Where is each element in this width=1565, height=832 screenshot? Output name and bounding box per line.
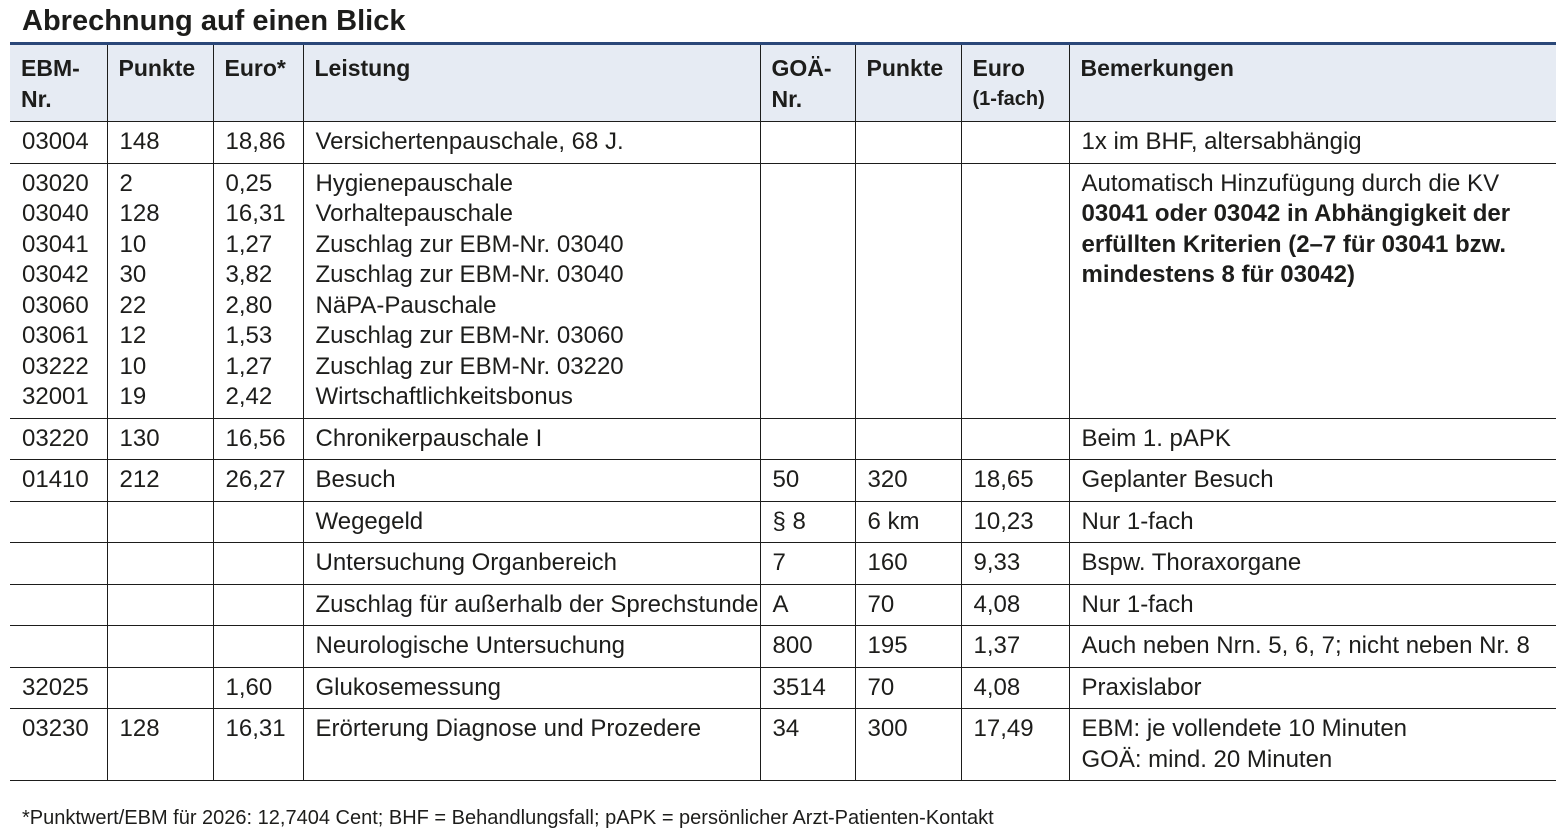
cell-euro-line: 1,27 — [225, 352, 273, 380]
cell-leistung-line: Besuch — [315, 466, 396, 493]
cell-bemerkungen-line: Beim 1. pAPK — [1081, 424, 1231, 452]
cell-bemerkungen — [1069, 626, 1556, 668]
cell-goa-euro-value: 1,37 — [973, 632, 1021, 659]
cell-punkte-line: 130 — [119, 424, 160, 452]
cell-euro-line: 1,53 — [225, 322, 273, 349]
header-goa-nr-line2: Nr. — [771, 86, 803, 112]
cell-goa-nr — [760, 584, 855, 626]
cell-goa-euro — [961, 418, 1069, 460]
cell-bemerkungen-text: Automatisch Hinzufügung durch die KV — [1081, 169, 1500, 197]
cell-goa-punkte — [855, 709, 961, 781]
cell-euro — [213, 163, 303, 418]
cell-punkte-line: 128 — [119, 200, 160, 227]
cell-bemerkungen-line: 1x im BHF, altersabhängig — [1081, 128, 1362, 155]
cell-punkte-line: 30 — [119, 261, 147, 288]
table-row — [10, 709, 1556, 781]
header-goa-euro — [961, 44, 1069, 122]
cell-goa-nr-value: A — [772, 590, 789, 618]
cell-leistung — [303, 163, 760, 418]
header-punkte: Punkte — [107, 44, 213, 122]
cell-goa-euro-value: 10,23 — [973, 507, 1034, 535]
cell-goa-euro-value: 9,33 — [973, 549, 1021, 576]
cell-ebm-nr-line: 01410 — [22, 466, 89, 493]
cell-ebm-nr — [10, 709, 107, 781]
table-row — [10, 501, 1556, 543]
cell-leistung-line: Wegegeld — [315, 507, 424, 535]
cell-ebm-nr — [10, 501, 107, 543]
cell-euro-line: 1,60 — [225, 673, 273, 701]
cell-bemerkungen — [1069, 501, 1556, 543]
cell-leistung-line: Zuschlag zur EBM-Nr. 03040 — [315, 261, 624, 288]
cell-ebm-nr-line — [22, 507, 97, 538]
header-goa-euro-line1: Euro — [972, 55, 1025, 81]
header-ebm-nr — [10, 44, 107, 122]
cell-euro-line: 2,42 — [225, 383, 273, 410]
table-body — [10, 122, 1556, 781]
cell-euro-line — [226, 507, 293, 538]
cell-ebm-nr — [10, 460, 107, 502]
cell-ebm-nr-line: 03041 — [22, 230, 89, 258]
cell-goa-nr-value: 34 — [772, 715, 800, 742]
cell-bemerkungen-line: Nur 1-fach — [1081, 507, 1194, 535]
header-goa-punkte: Punkte — [855, 44, 961, 122]
cell-punkte-line: 19 — [119, 383, 147, 410]
cell-goa-punkte — [855, 501, 961, 543]
cell-goa-euro — [961, 667, 1069, 709]
header-goa-euro-line2: (1-fach) — [972, 88, 1045, 110]
cell-leistung-line: Zuschlag zur EBM-Nr. 03060 — [315, 322, 624, 349]
cell-goa-nr — [760, 122, 855, 164]
cell-ebm-nr-line: 03020 — [22, 169, 89, 197]
cell-bemerkungen-line: Geplanter Besuch — [1081, 466, 1274, 493]
table-row — [10, 460, 1556, 502]
header-bemerkungen: Bemerkungen — [1069, 44, 1556, 122]
cell-goa-euro-value: 4,08 — [973, 590, 1021, 618]
cell-euro-line: 18,86 — [225, 128, 286, 155]
cell-goa-punkte — [855, 667, 961, 709]
cell-euro-line — [226, 590, 293, 621]
cell-leistung-line: Vorhaltepauschale — [315, 200, 513, 227]
cell-goa-punkte — [855, 122, 961, 164]
cell-ebm-nr — [10, 667, 107, 709]
cell-punkte — [107, 460, 213, 502]
cell-goa-punkte-value: 320 — [867, 466, 908, 493]
header-row — [10, 44, 1556, 122]
cell-euro-line — [226, 548, 293, 579]
header-ebm-nr-line1: EBM- — [21, 55, 80, 81]
cell-goa-nr — [760, 163, 855, 418]
cell-goa-euro — [961, 460, 1069, 502]
cell-goa-punkte — [855, 163, 961, 418]
cell-goa-euro — [961, 709, 1069, 781]
cell-punkte — [107, 543, 213, 585]
cell-punkte — [107, 122, 213, 164]
cell-goa-euro-value: 18,65 — [973, 466, 1034, 493]
cell-leistung — [303, 418, 760, 460]
cell-bemerkungen-line: EBM: je vollendete 10 Minuten — [1081, 715, 1408, 742]
cell-goa-punkte-value: 300 — [867, 715, 908, 742]
cell-euro — [213, 501, 303, 543]
cell-euro-line: 0,25 — [225, 169, 273, 197]
cell-punkte-line: 128 — [119, 715, 160, 742]
cell-ebm-nr-line — [22, 590, 97, 621]
cell-leistung-line: Zuschlag zur EBM-Nr. 03040 — [315, 230, 624, 258]
cell-punkte — [107, 709, 213, 781]
cell-ebm-nr-line: 32001 — [22, 383, 89, 410]
page-title: Abrechnung auf einen Blick — [22, 5, 406, 37]
cell-leistung-line: NäPA-Pauschale — [315, 291, 497, 319]
cell-euro-line — [226, 631, 293, 662]
cell-punkte-line — [120, 507, 203, 538]
cell-goa-punkte — [855, 543, 961, 585]
cell-leistung — [303, 543, 760, 585]
table-row — [10, 667, 1556, 709]
cell-punkte-line — [120, 548, 203, 579]
table-row — [10, 163, 1556, 418]
cell-goa-nr-value: 7 — [772, 549, 786, 576]
cell-goa-euro — [961, 543, 1069, 585]
cell-ebm-nr-line — [22, 631, 97, 662]
cell-bemerkungen-line: Praxislabor — [1081, 673, 1202, 701]
cell-goa-nr — [760, 667, 855, 709]
cell-bemerkungen-line: Auch neben Nrn. 5, 6, 7; nicht neben Nr. 8 — [1081, 632, 1530, 659]
header-goa-nr — [760, 44, 855, 122]
header-leistung: Leistung — [303, 44, 760, 122]
cell-goa-nr-value: 50 — [772, 466, 800, 493]
cell-leistung — [303, 460, 760, 502]
cell-euro-line: 16,56 — [225, 424, 286, 452]
cell-bemerkungen — [1069, 667, 1556, 709]
cell-ebm-nr — [10, 418, 107, 460]
cell-punkte — [107, 626, 213, 668]
cell-punkte-line: 212 — [119, 466, 160, 493]
cell-goa-nr — [760, 418, 855, 460]
cell-goa-nr-value: 800 — [772, 632, 813, 659]
cell-euro-line: 26,27 — [225, 466, 286, 493]
cell-punkte — [107, 163, 213, 418]
cell-euro-line: 2,80 — [225, 291, 273, 319]
cell-leistung-line: Erörterung Diagnose und Prozedere — [315, 715, 702, 742]
cell-leistung — [303, 626, 760, 668]
table-row — [10, 543, 1556, 585]
cell-leistung-line: Versichertenpauschale, 68 J. — [315, 128, 624, 155]
cell-euro-line: 1,27 — [225, 230, 273, 258]
cell-punkte — [107, 584, 213, 626]
cell-ebm-nr — [10, 163, 107, 418]
cell-ebm-nr-line: 03040 — [22, 200, 89, 227]
header-ebm-nr-line2: Nr. — [21, 86, 52, 112]
cell-leistung-line: Zuschlag für außerhalb der Sprechstunde — [315, 590, 759, 618]
cell-euro — [213, 543, 303, 585]
cell-goa-punkte — [855, 460, 961, 502]
table-row — [10, 584, 1556, 626]
cell-goa-euro-value: 4,08 — [973, 673, 1021, 701]
cell-punkte-line — [120, 673, 203, 704]
cell-euro — [213, 418, 303, 460]
cell-euro-line: 16,31 — [225, 200, 286, 227]
cell-leistung — [303, 122, 760, 164]
cell-goa-euro — [961, 501, 1069, 543]
table-row — [10, 122, 1556, 164]
cell-goa-nr — [760, 460, 855, 502]
cell-goa-euro — [961, 122, 1069, 164]
cell-leistung-line: Wirtschaftlichkeitsbonus — [315, 383, 573, 410]
footnote: *Punktwert/EBM für 2026: 12,7404 Cent; BHF = Behandlungsfall; pAPK = persönlicher Arzt-Patienten-Kontakt — [22, 807, 994, 829]
cell-bemerkungen — [1069, 122, 1556, 164]
cell-ebm-nr-line: 03061 — [22, 322, 89, 349]
cell-ebm-nr — [10, 122, 107, 164]
cell-goa-euro — [961, 584, 1069, 626]
cell-ebm-nr-line: 32025 — [22, 673, 89, 701]
cell-euro — [213, 122, 303, 164]
cell-bemerkungen — [1069, 709, 1556, 781]
cell-goa-punkte — [855, 584, 961, 626]
cell-euro — [213, 709, 303, 781]
cell-goa-punkte-value: 195 — [867, 632, 908, 659]
cell-bemerkungen — [1069, 584, 1556, 626]
cell-punkte-line: 148 — [119, 128, 160, 155]
billing-table — [10, 42, 1556, 781]
cell-bemerkungen — [1069, 163, 1556, 418]
header-goa-nr-line1: GOÄ- — [771, 55, 832, 81]
cell-goa-nr — [760, 543, 855, 585]
cell-ebm-nr — [10, 543, 107, 585]
cell-ebm-nr — [10, 626, 107, 668]
cell-ebm-nr — [10, 584, 107, 626]
cell-goa-punkte-value: 160 — [867, 549, 908, 576]
cell-goa-nr-value: § 8 — [772, 507, 806, 535]
cell-goa-euro — [961, 163, 1069, 418]
cell-goa-nr-value: 3514 — [772, 673, 826, 701]
cell-euro-line: 16,31 — [225, 715, 286, 742]
header-euro: Euro* — [213, 44, 303, 122]
cell-punkte-line: 12 — [119, 322, 147, 349]
cell-punkte-line: 10 — [119, 352, 147, 380]
cell-ebm-nr-line: 03042 — [22, 261, 89, 288]
cell-leistung-line: Zuschlag zur EBM-Nr. 03220 — [315, 352, 624, 380]
cell-goa-punkte-value: 70 — [867, 590, 895, 618]
cell-goa-nr — [760, 501, 855, 543]
cell-bemerkungen-line: Bspw. Thoraxorgane — [1081, 549, 1302, 576]
cell-leistung — [303, 501, 760, 543]
cell-punkte-line: 10 — [119, 230, 147, 258]
cell-leistung — [303, 709, 760, 781]
cell-leistung — [303, 584, 760, 626]
cell-ebm-nr-line — [22, 548, 97, 579]
cell-ebm-nr-line: 03004 — [22, 128, 89, 155]
cell-leistung-line: Hygienepauschale — [315, 169, 513, 197]
cell-punkte — [107, 418, 213, 460]
cell-punkte-line: 22 — [119, 291, 147, 319]
cell-leistung-line: Glukosemessung — [315, 673, 501, 701]
cell-euro — [213, 667, 303, 709]
cell-goa-punkte-value: 70 — [867, 673, 895, 701]
cell-leistung — [303, 667, 760, 709]
cell-goa-euro-value: 17,49 — [973, 715, 1034, 742]
cell-euro-line: 3,82 — [225, 261, 273, 288]
cell-euro — [213, 460, 303, 502]
cell-goa-nr — [760, 709, 855, 781]
cell-euro — [213, 626, 303, 668]
cell-punkte-line: 2 — [119, 169, 133, 197]
cell-ebm-nr-line: 03220 — [22, 424, 89, 452]
cell-bemerkungen — [1069, 418, 1556, 460]
cell-punkte — [107, 501, 213, 543]
cell-goa-punkte-value: 6 km — [867, 507, 920, 535]
cell-ebm-nr-line: 03222 — [22, 352, 89, 380]
cell-bemerkungen-bold-text: 03041 oder 03042 in Abhängigkeit der erfüllten Kriterien (2–7 für 03041 bzw. mindestens 8 für 03042) — [1081, 200, 1511, 288]
cell-goa-nr — [760, 626, 855, 668]
cell-goa-punkte — [855, 626, 961, 668]
cell-goa-euro — [961, 626, 1069, 668]
cell-ebm-nr-line: 03230 — [22, 715, 89, 742]
cell-euro — [213, 584, 303, 626]
cell-bemerkungen — [1069, 543, 1556, 585]
cell-leistung-line: Chronikerpauschale I — [315, 424, 543, 452]
cell-bemerkungen — [1069, 460, 1556, 502]
cell-bemerkungen-line: Nur 1-fach — [1081, 590, 1194, 618]
table-row — [10, 418, 1556, 460]
cell-bemerkungen-line: GOÄ: mind. 20 Minuten — [1081, 745, 1333, 773]
cell-punkte-line — [120, 631, 203, 662]
cell-punkte — [107, 667, 213, 709]
cell-leistung-line: Neurologische Untersuchung — [315, 632, 626, 659]
cell-leistung-line: Untersuchung Organbereich — [315, 549, 618, 576]
table-row — [10, 626, 1556, 668]
cell-ebm-nr-line: 03060 — [22, 291, 89, 319]
cell-goa-punkte — [855, 418, 961, 460]
cell-punkte-line — [120, 590, 203, 621]
